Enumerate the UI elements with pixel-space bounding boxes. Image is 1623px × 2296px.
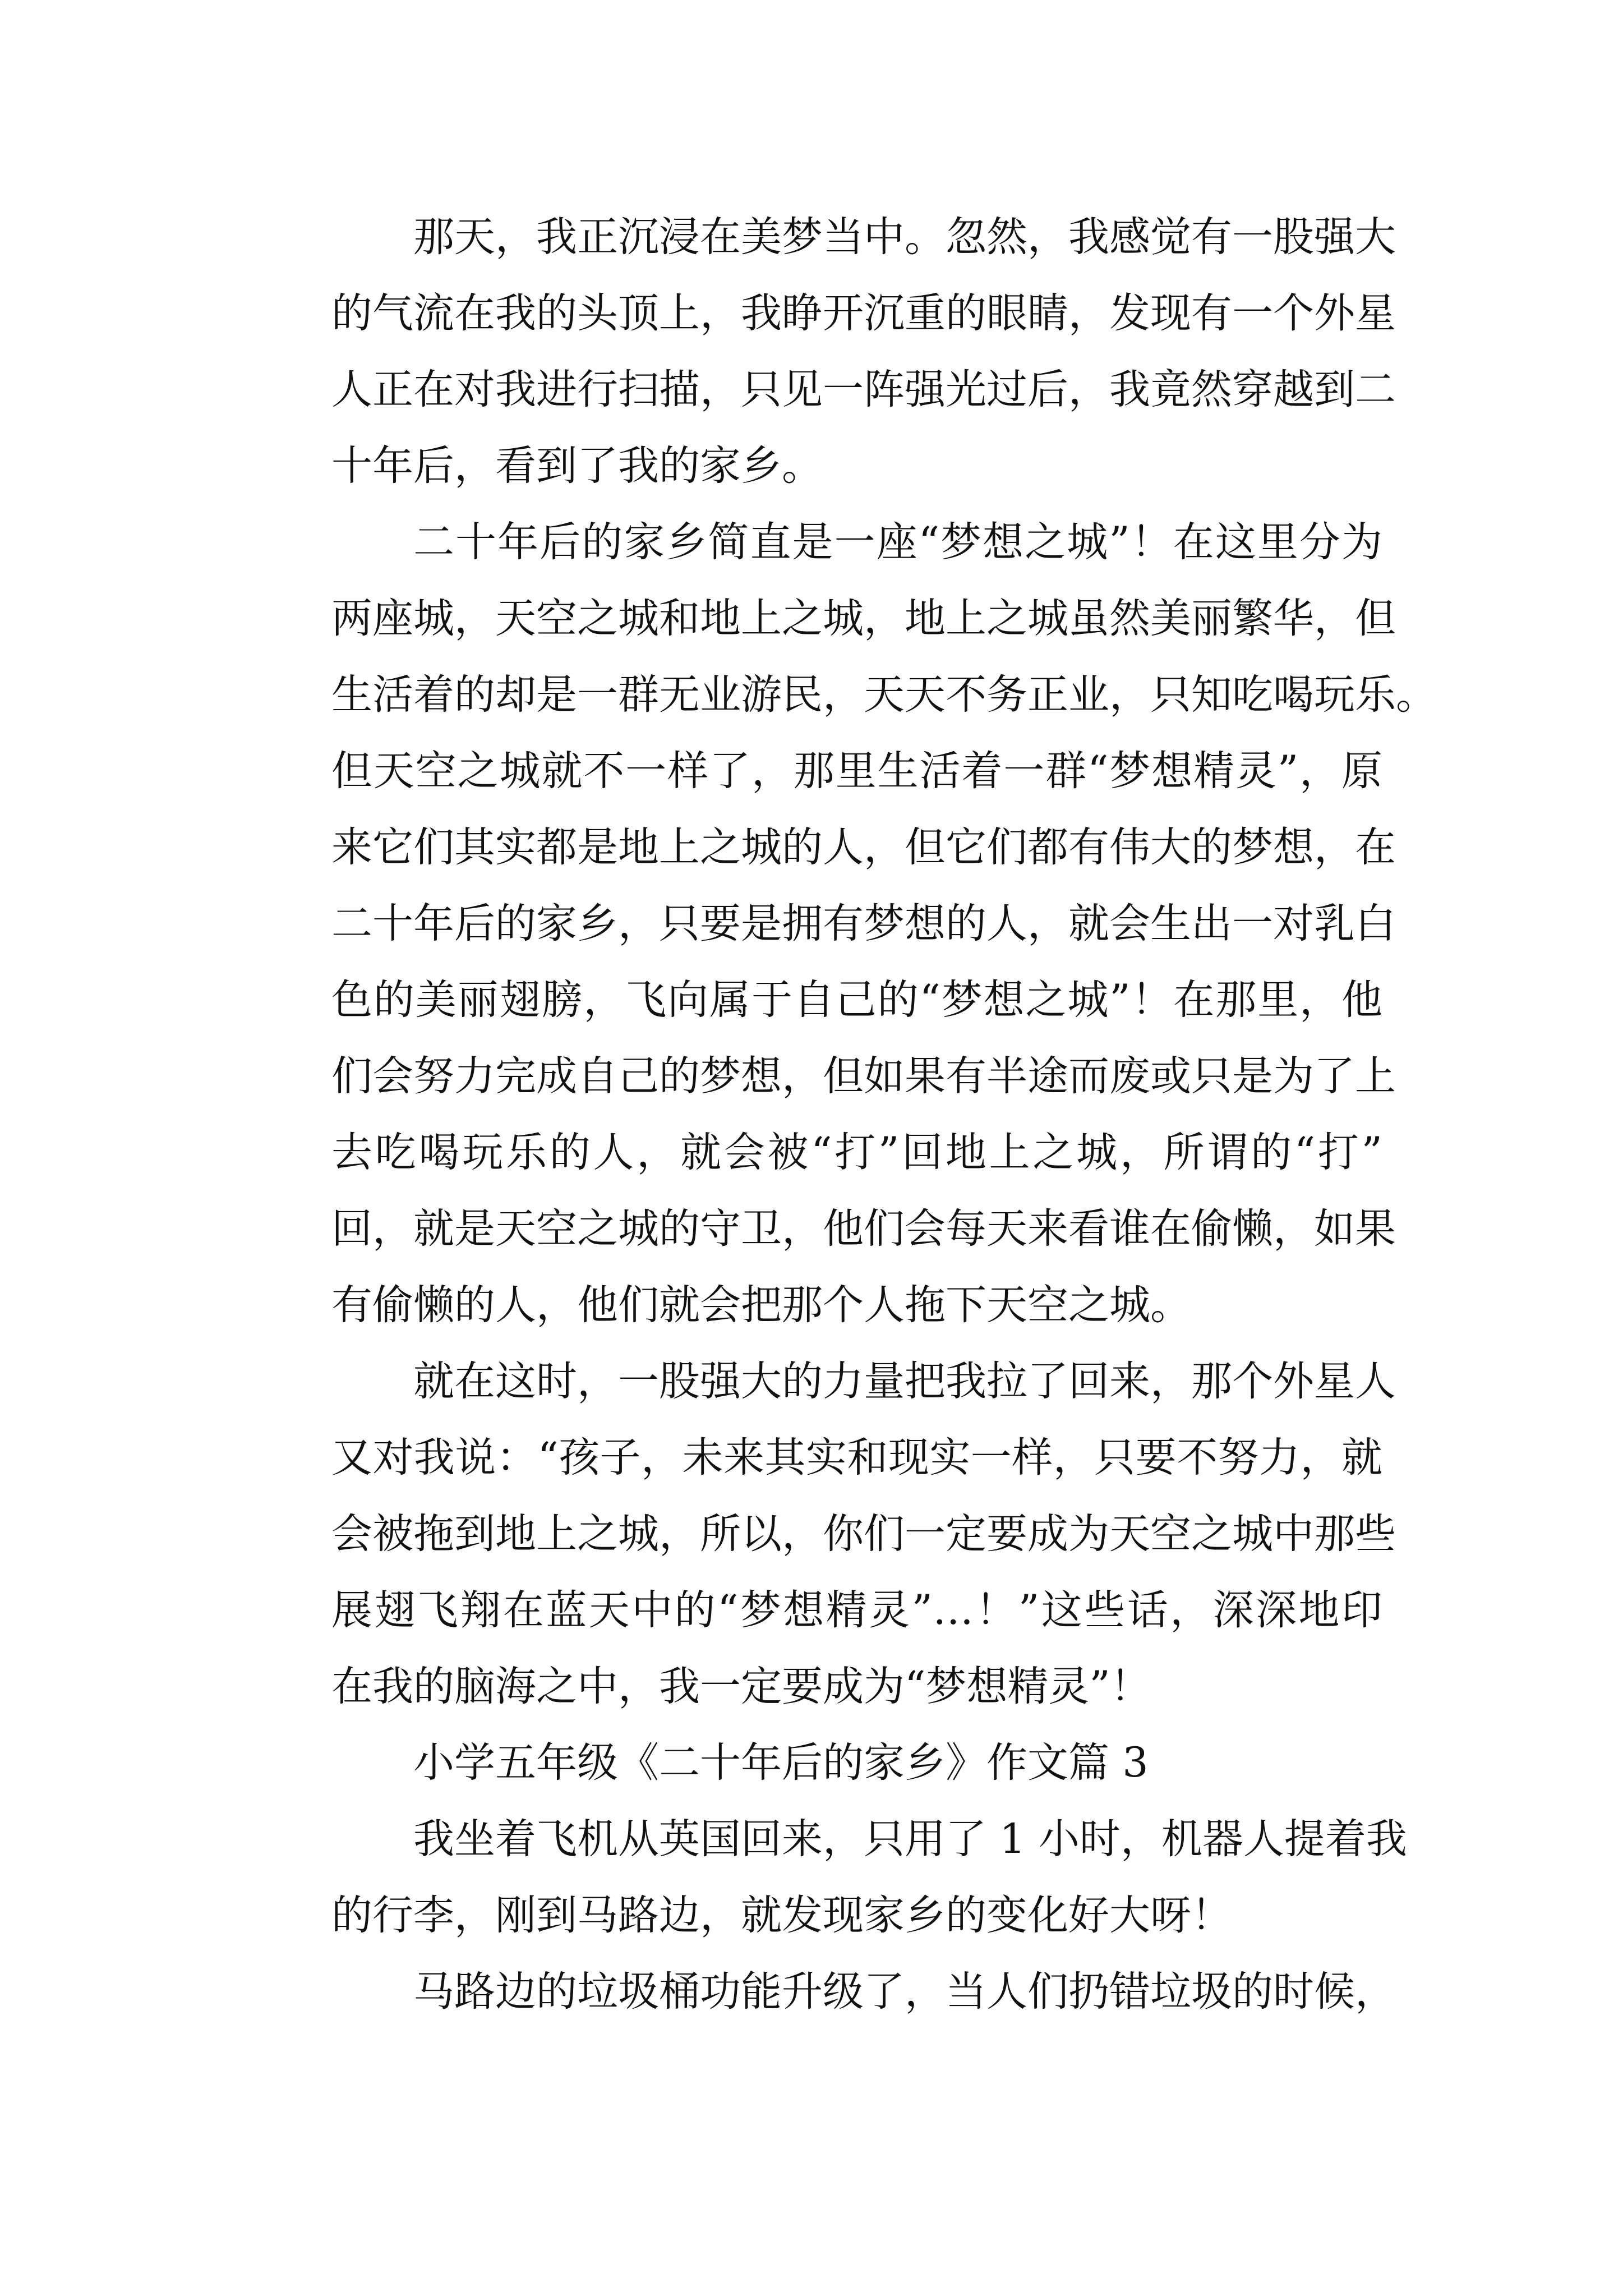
text-line: 们会努力完成自己的梦想，但如果有半途而废或只是为了上 <box>331 1052 1396 1100</box>
text-line: 在我的脑海之中，我一定要成为“梦想精灵”！ <box>331 1663 1151 1710</box>
text-line: 就在这时，一股强大的力量把我拉了回来，那个外星人 <box>413 1358 1396 1405</box>
paragraph-3 <box>250 1343 1396 1725</box>
paragraph-4 <box>250 1801 1407 1954</box>
text-line: 来它们其实都是地上之城的人，但它们都有伟大的梦想，在 <box>331 823 1396 871</box>
section-heading <box>250 1725 1382 1801</box>
text-line: 又对我说：“孩子，未来其实和现实一样，只要不努力，就 <box>331 1434 1382 1481</box>
text-line: 展翅飞翔在蓝天中的“梦想精灵”…！”这些话，深深地印 <box>331 1586 1382 1634</box>
text-line: 回，就是天空之城的守卫，他们会每天来看谁在偷懒，如果 <box>331 1205 1396 1253</box>
text-line: 马路边的垃圾桶功能升级了，当人们扔错垃圾的时候， <box>413 1968 1396 2016</box>
text-line: 会被拖到地上之城，所以，你们一定要成为天空之城中那些 <box>331 1510 1396 1558</box>
text-line: 两座城，天空之城和地上之城，地上之城虽然美丽繁华，但 <box>331 595 1396 642</box>
text-line: 人正在对我进行扫描，只见一阵强光过后，我竟然穿越到二 <box>331 366 1396 413</box>
text-line: 二十年后的家乡简直是一座“梦想之城”！在这里分为 <box>413 518 1382 566</box>
essay-body <box>250 199 1437 2030</box>
text-line: 二十年后的家乡，只要是拥有梦想的人，就会生出一对乳白 <box>331 900 1396 947</box>
text-line: 去吃喝玩乐的人，就会被“打”回地上之城，所谓的“打” <box>331 1129 1382 1176</box>
heading-line: 小学五年级《二十年后的家乡》作文篇 3 <box>413 1739 1149 1787</box>
text-line: 但天空之城就不一样了，那里生活着一群“梦想精灵”，原 <box>331 747 1382 795</box>
text-line: 生活着的却是一群无业游民，天天不务正业，只知吃喝玩乐。 <box>331 671 1437 719</box>
paragraph-5 <box>250 1954 1396 2030</box>
paragraph-1 <box>250 199 1396 504</box>
text-line: 有偷懒的人，他们就会把那个人拖下天空之城。 <box>331 1281 1191 1329</box>
text-line: 十年后，看到了我的家乡。 <box>331 442 823 490</box>
text-line: 的行李，刚到马路边，就发现家乡的变化好大呀！ <box>331 1892 1232 1939</box>
text-line: 那天，我正沉浸在美梦当中。忽然，我感觉有一股强大 <box>413 213 1396 261</box>
paragraph-2 <box>250 504 1437 1343</box>
text-line: 色的美丽翅膀，飞向属于自己的“梦想之城”！在那里，他 <box>331 976 1382 1024</box>
text-line: 的气流在我的头顶上，我睁开沉重的眼睛，发现有一个外星 <box>331 289 1396 337</box>
text-line: 我坐着飞机从英国回来，只用了 1 小时，机器人提着我 <box>413 1815 1407 1863</box>
